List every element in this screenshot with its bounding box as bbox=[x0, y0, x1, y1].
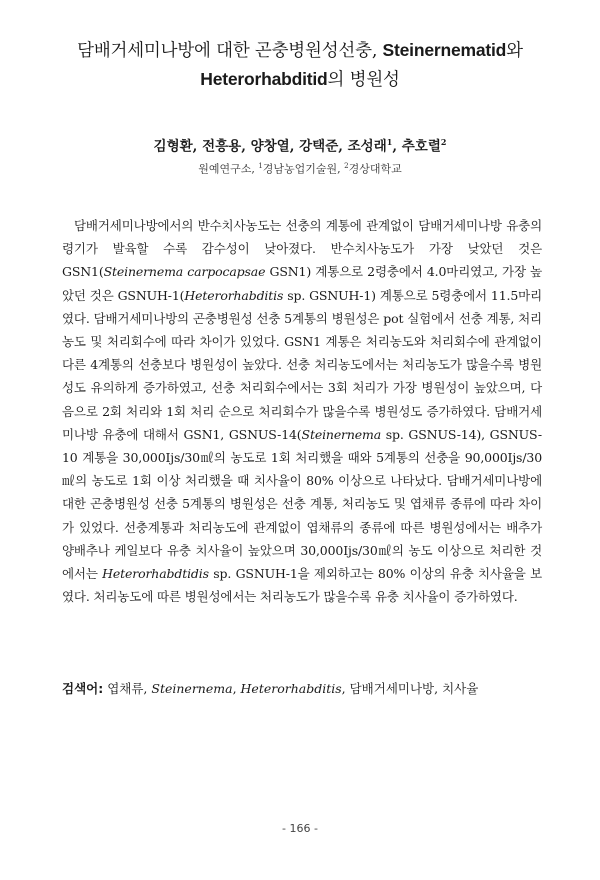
affiliation-1: 원예연구소, bbox=[198, 162, 259, 176]
affiliations bbox=[40, 158, 560, 178]
title-korean-suffix: 와 bbox=[506, 41, 523, 61]
keyword-italic-2: Heterorhabditis bbox=[240, 681, 342, 696]
abstract-text-3: sp. GSNUH-1) 계통으로 5령충에서 11.5마리였다. 담배거세미나방의 곤충병원성 선충 5계통의 병원성은 pot 실험에서 선충 계통, 처리농도 및 처리회수에 따라 차이가 있었다. GSN1 계통은 처리농도와 처리회수에 관계없이 다른 4계통의 선충보다 병원성이 높았다. 선충 처리농도에서는 처리농도가 많을수록 병원성도 유의하게 증가하였고, 선충 처리회수에서는 3회 처리가 가장 병원성이 높았으며, 다음으로 2회 처리와 1회 처리 순으로 처리회수가 많을수록 병원성도 증가하였다. 담배거세미나방 유충에 대해서 GSN1, GSNUS-14( bbox=[62, 287, 542, 442]
abstract-italic-4: Heterorhabdtidis bbox=[102, 566, 209, 582]
title-line-1 bbox=[40, 36, 560, 65]
author-affiliation-mark-2: 2 bbox=[440, 137, 447, 147]
title-english-steinernematid: Steinernematid bbox=[382, 40, 507, 60]
paper-title bbox=[40, 36, 560, 94]
title-korean-part: 담배거세미나방에 대한 곤충병원성선충, bbox=[77, 41, 383, 61]
abstract-italic-1: Steinernema carpocapsae bbox=[103, 264, 266, 280]
keyword-text-3: , 담배거세미나방, 치사율 bbox=[341, 681, 479, 696]
abstract-text-1: 담배거세미나방에서의 반수치사농도는 선충의 계통에 관계없이 담배거세미나방 유충의 령기가 발육할 수록 감수성이 낮아졌다. 반수치사농도가 가장 낮았던 것은 GSN1( bbox=[62, 218, 542, 280]
authors-part-2: , 추호렬 bbox=[392, 138, 441, 155]
page-number: - 166 - bbox=[282, 822, 318, 835]
abstract-text-5: sp. GSNUH-1을 제외하고는 80% 이상의 유충 치사율을 보였다. 처리농도에 따른 병원성에서는 처리농도가 많을수록 유충 치사율이 증가하였다. bbox=[62, 566, 542, 605]
keyword-italic-1: Steinernema bbox=[151, 681, 233, 696]
keywords-line bbox=[62, 678, 542, 700]
author-list bbox=[40, 132, 560, 157]
title-english-heterorhabditid: Heterorhabditid bbox=[200, 69, 328, 89]
author-affiliation-mark-1: 1 bbox=[386, 137, 393, 147]
keyword-text-1: 엽채류, bbox=[103, 681, 152, 696]
title-korean-suffix-2: 의 병원성 bbox=[327, 70, 400, 90]
abstract-text-4: sp. GSNUS-14), GSNUS-10 계통을 30,000Ijs/30㎖의 농도로 1회 처리했을 때와 5계통의 선충을 90,000Ijs/30㎖의 농도로 1회 이상 처리했을 때 치사율이 80% 이상으로 나타났다. 담배거세미나방에 대한 곤충병원성 선충 5계통의 병원성은 선충 계통, 처리농도 및 엽채류 종류에 따라 차이가 있었다. 선충계통과 처리농도에 관계없이 엽채류의 종류에 따른 병원성에서는 배추가 양배추나 케일보다 유충 치사율이 높았으며 30,000Ijs/30㎖의 농도 이상으로 처리한 것에서는 bbox=[62, 426, 543, 582]
affiliation-mark-2: 2 bbox=[344, 162, 349, 170]
abstract-italic-3: Steinernema bbox=[301, 426, 382, 442]
abstract-paragraph bbox=[62, 214, 542, 608]
affiliation-3: 경상대학교 bbox=[348, 162, 402, 176]
abstract-italic-2: Heterorhabditis bbox=[184, 287, 284, 303]
affiliation-2: 경남농업기술원, bbox=[262, 162, 345, 176]
authors-part-1: 김형환, 전흥용, 양창열, 강택준, 조성래 bbox=[153, 138, 387, 155]
keywords-label: 검색어: bbox=[62, 681, 104, 696]
title-line-2 bbox=[40, 65, 560, 94]
abstract-text-2: GSN1) 계통으로 2령충에서 4.0마리였고, 가장 높았던 것은 GSNUH-1( bbox=[62, 264, 542, 303]
keyword-text-2: , bbox=[232, 681, 241, 696]
affiliation-mark-1: 1 bbox=[258, 162, 263, 170]
